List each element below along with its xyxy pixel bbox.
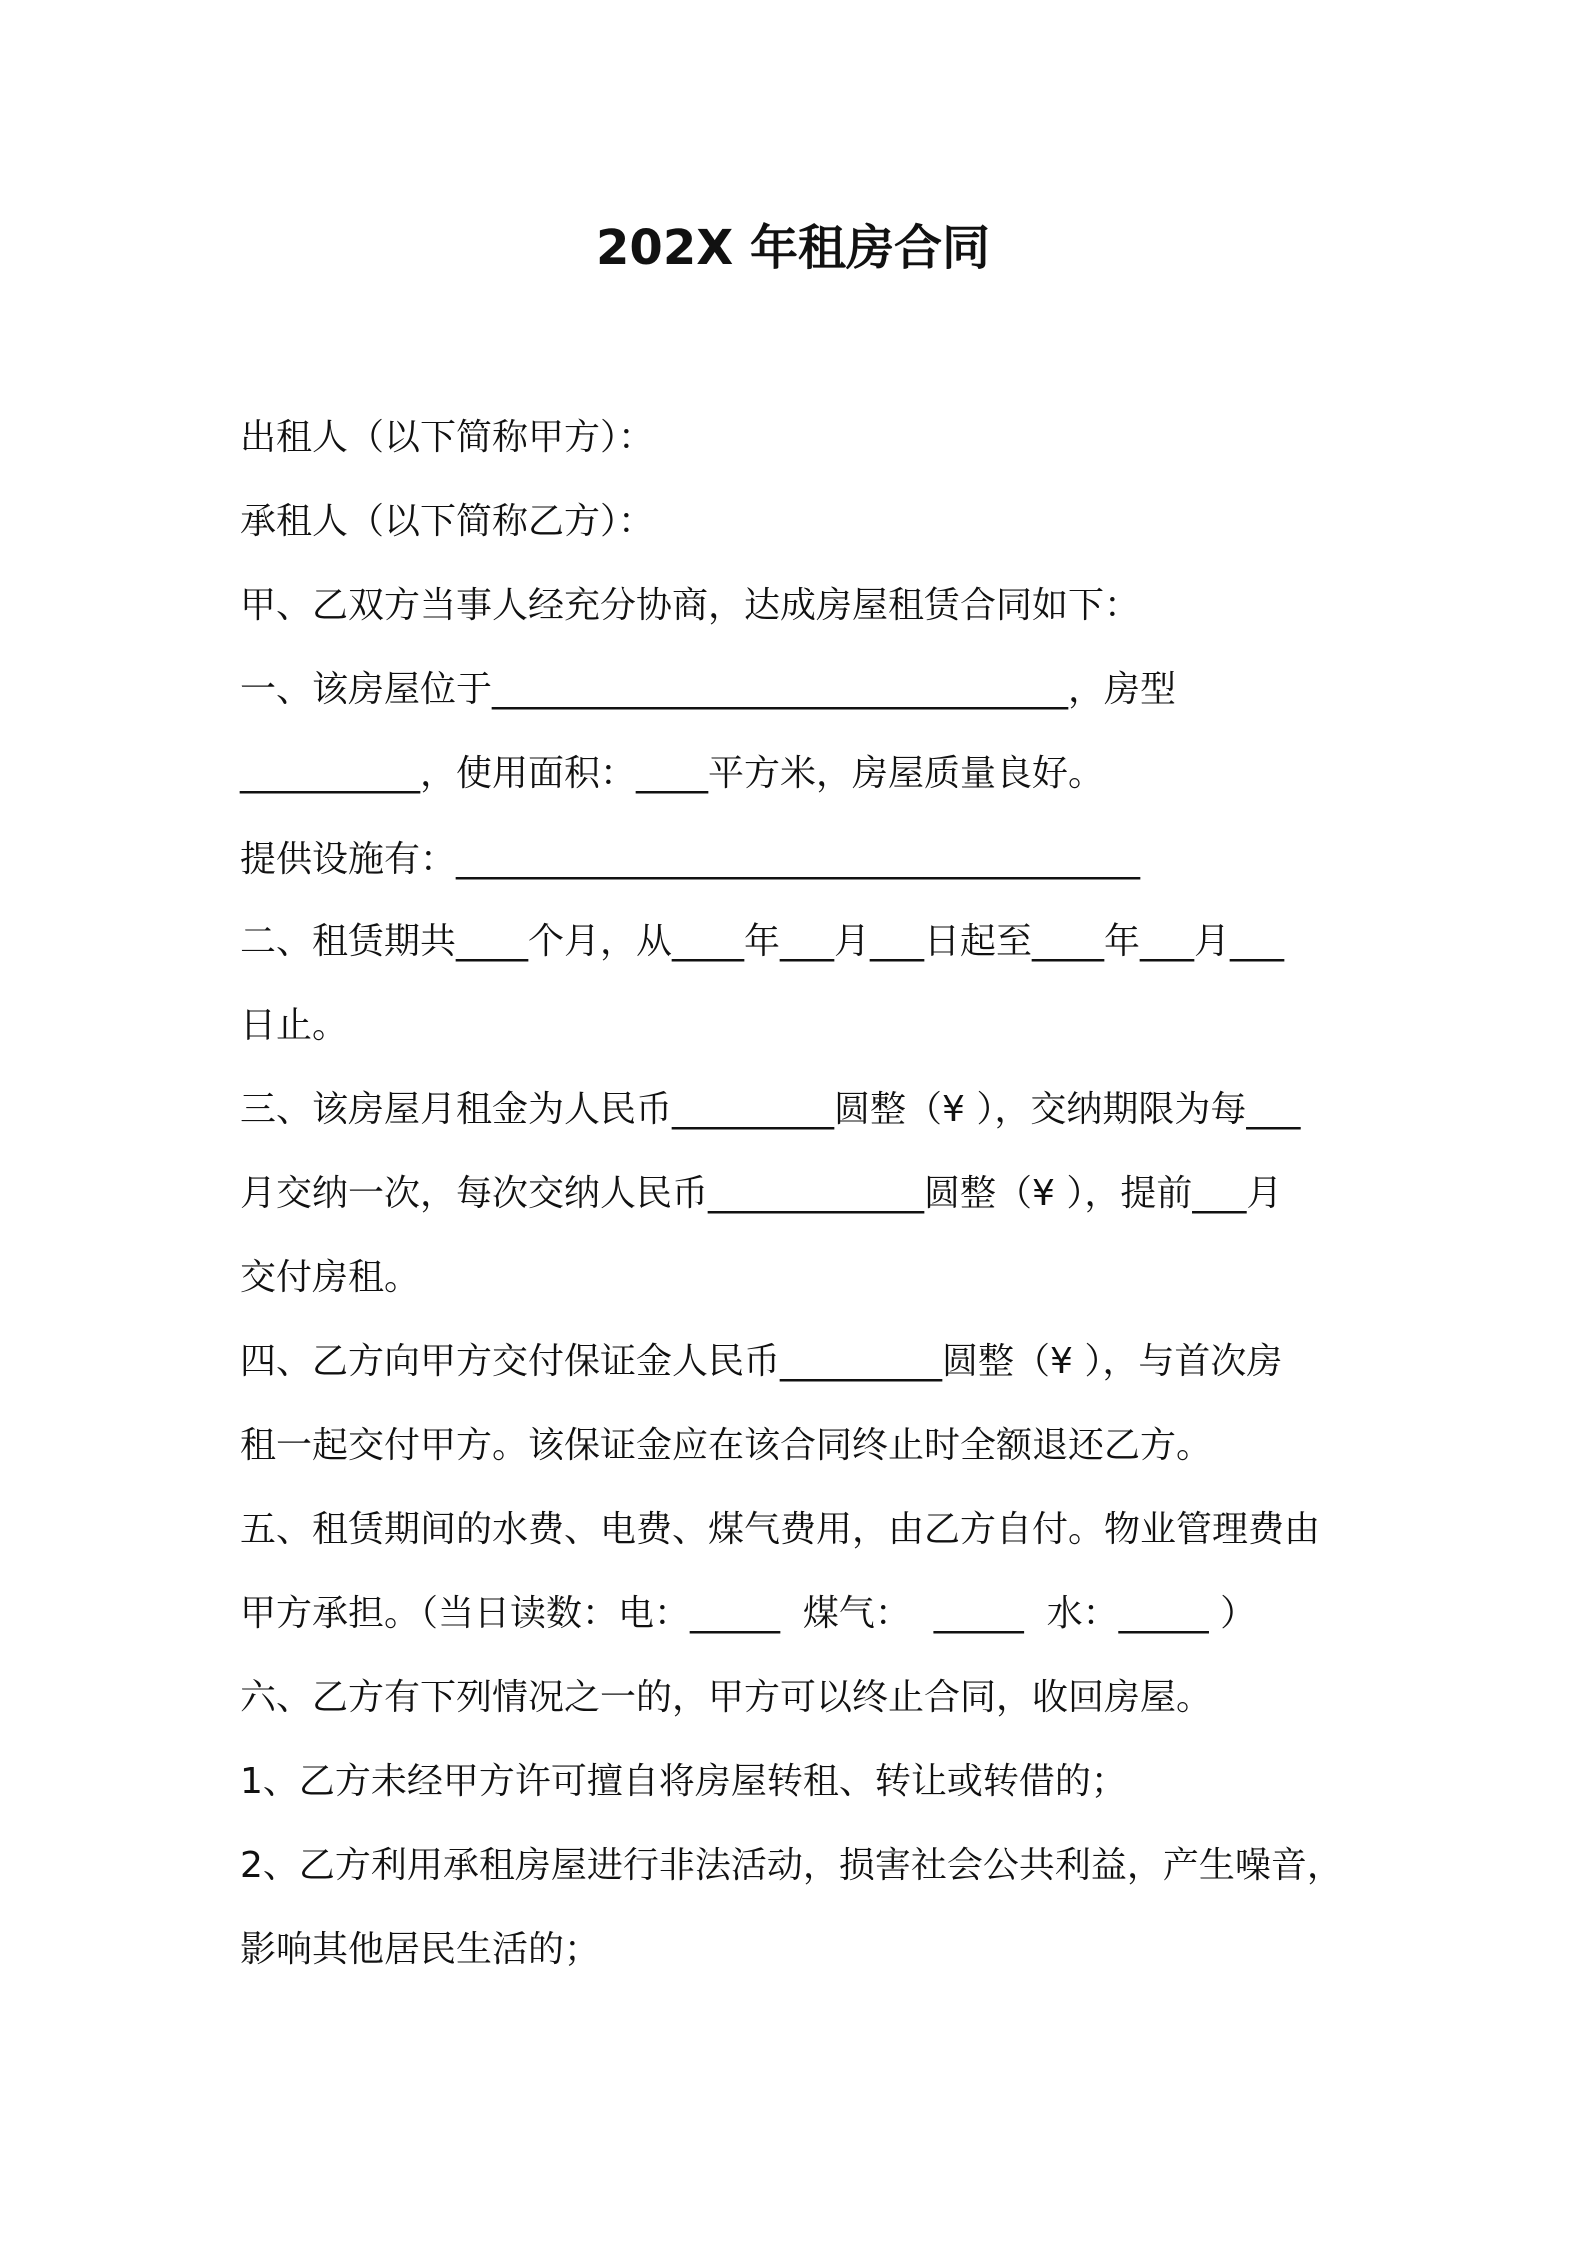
text-line-facilities: 提供设施有：______________________________________ [240,839,1141,880]
text-line-clause-5a: 五、租赁期间的水费、电费、煤气费用，由乙方自付。物业管理费由 [240,1509,1321,1550]
text-line-clause-5b: 甲方承担。（当日读数：电：_____ 煤气： _____ 水：_____ ） [240,1593,1257,1634]
text-line-clause-6: 六、乙方有下列情况之一的，甲方可以终止合同，收回房屋。 [240,1677,1213,1718]
text-line-clause-2a: 二、租赁期共____个月，从____年___月___日起至____年___月___ [240,921,1285,962]
text-line-lessor: 出租人（以下简称甲方）： [240,417,655,458]
text-line-clause-6-item-2b: 影响其他居民生活的； [240,1929,601,1970]
text-line-clause-4b: 租一起交付甲方。该保证金应在该合同终止时全额退还乙方。 [240,1425,1213,1466]
text-line-clause-3a: 三、该房屋月租金为人民币_________圆整（¥ ），交纳期限为每___ [240,1089,1301,1130]
text-line-lessee: 承租人（以下简称乙方）： [240,501,655,542]
document-title: 202X 年租房合同 [596,220,990,276]
text-line-clause-6-item-2a: 2、乙方利用承租房屋进行非法活动，损害社会公共利益，产生噪音， [240,1845,1343,1886]
text-line-intro: 甲、乙双方当事人经充分协商，达成房屋租赁合同如下： [240,585,1141,626]
text-line-clause-1b: __________，使用面积：____平方米，房屋质量良好。 [240,753,1105,794]
text-line-clause-2b: 日止。 [240,1005,349,1046]
text-line-clause-6-item-1: 1、乙方未经甲方许可擅自将房屋转租、转让或转借的； [240,1761,1127,1802]
text-line-clause-4a: 四、乙方向甲方交付保证金人民币_________圆整（¥ ），与首次房 [240,1341,1283,1382]
text-line-clause-3b: 月交纳一次，每次交纳人民币____________圆整（¥ ），提前___月 [240,1173,1283,1214]
text-line-clause-1a: 一、该房屋位于________________________________，房型 [240,669,1177,710]
text-line-clause-3c: 交付房租。 [240,1257,421,1298]
